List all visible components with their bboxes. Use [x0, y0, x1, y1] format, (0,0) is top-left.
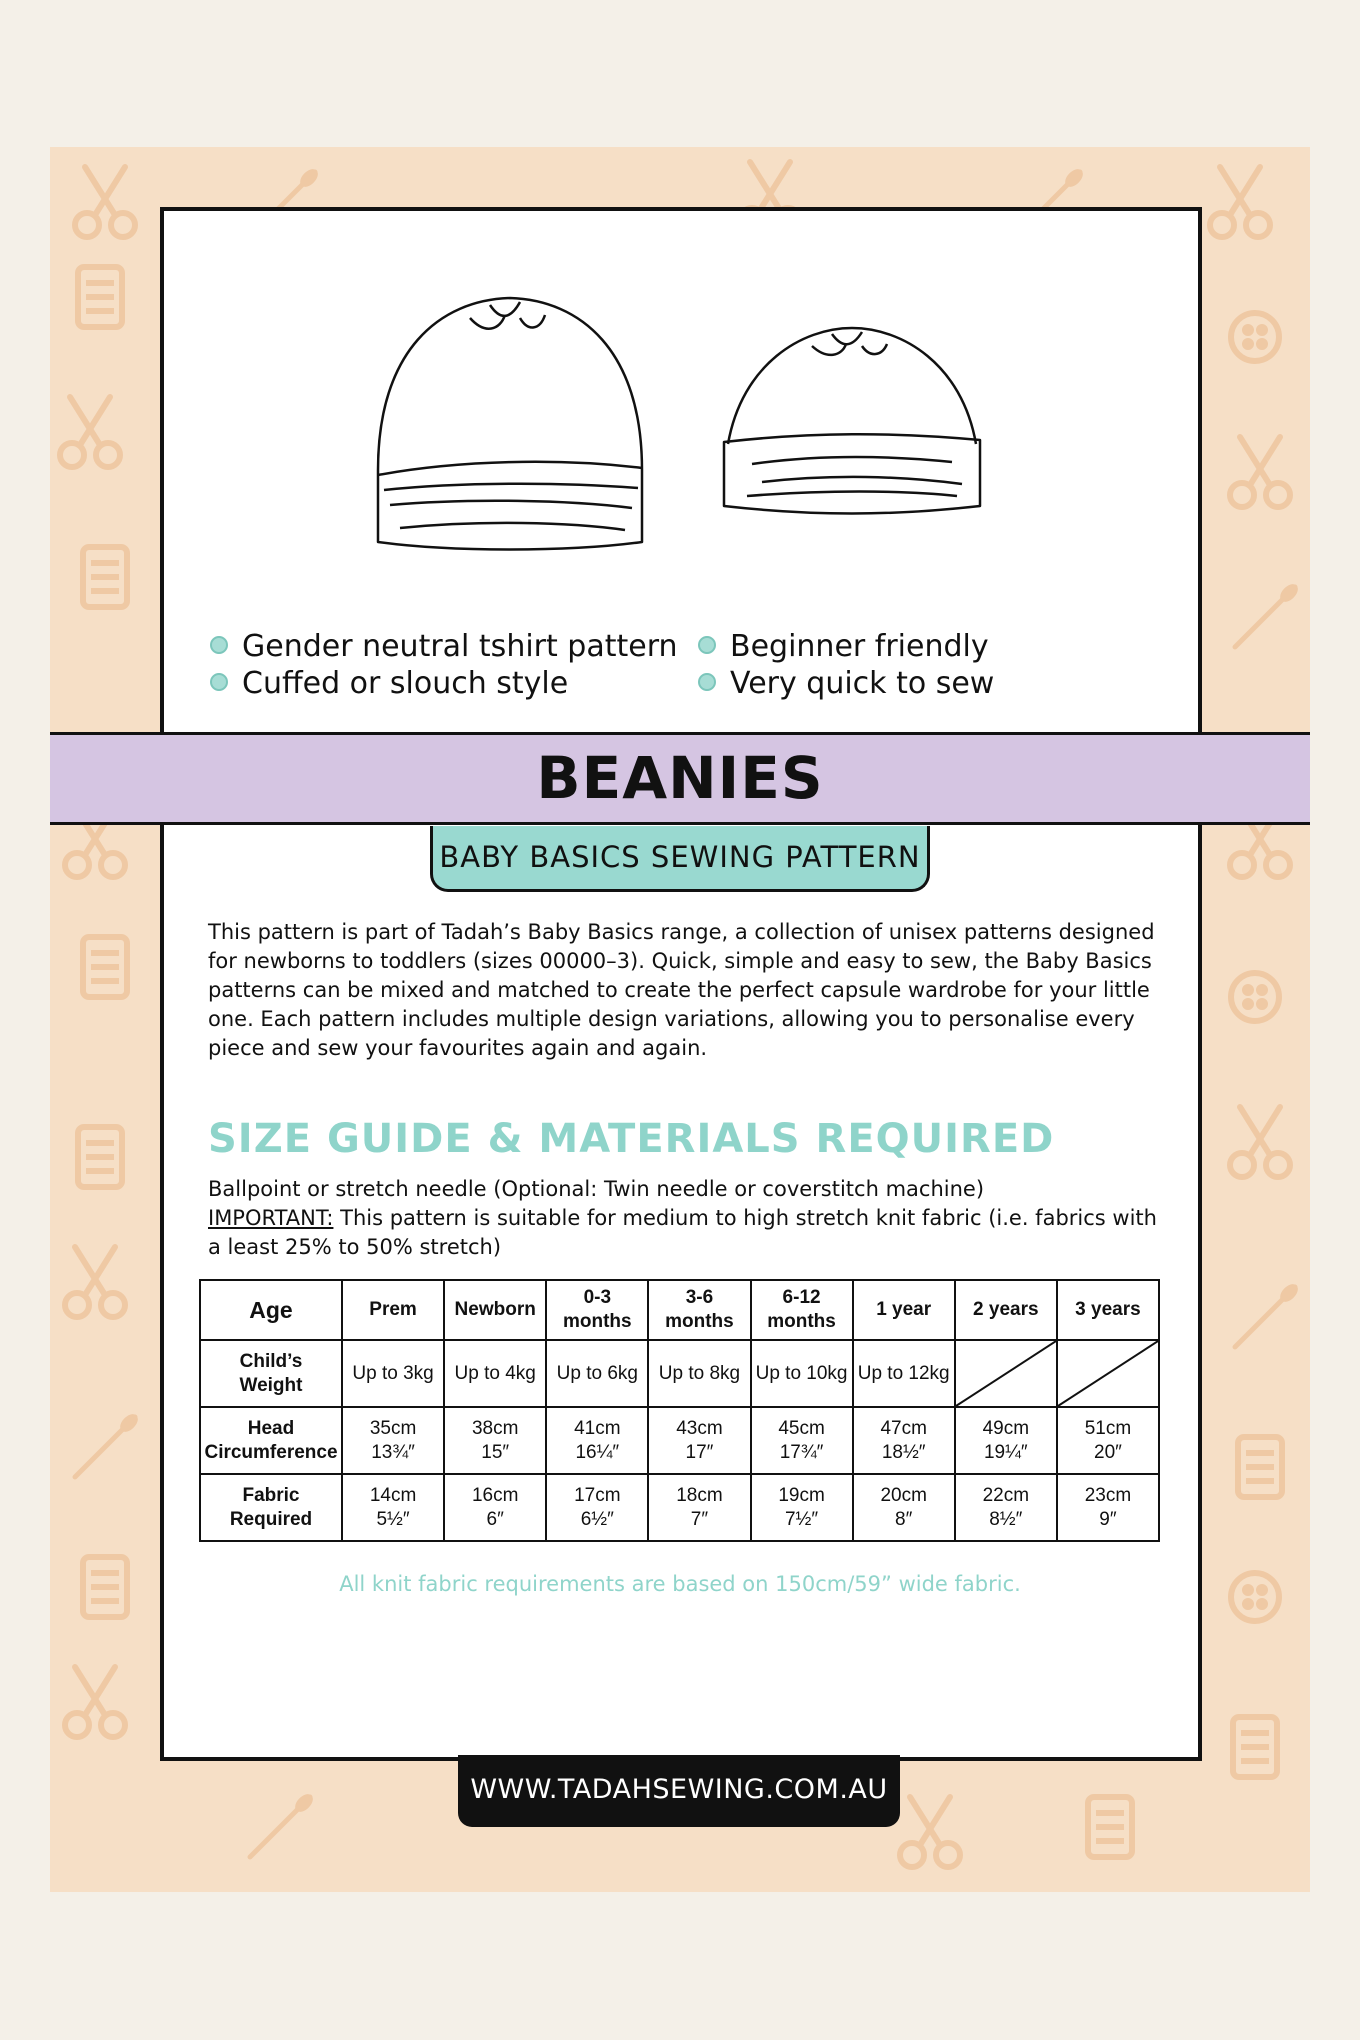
title-band [50, 732, 1310, 825]
size-header [444, 1280, 546, 1340]
needle-icon [1235, 1285, 1297, 1347]
feature-text: Cuffed or slouch style [242, 666, 569, 701]
table-cell: 16cm 6″ [444, 1474, 546, 1541]
scissors-icon [65, 1247, 125, 1317]
size-header [546, 1280, 648, 1340]
scissors-icon [60, 397, 120, 467]
button-icon [1231, 973, 1279, 1021]
size-header-line: 1 year [876, 1299, 932, 1320]
intro-paragraph: This pattern is part of Tadah’s Baby Basics range, a collection of unisex patterns designed for newborns to toddlers (sizes 00000–3). Quick, simple and easy to sew, the Baby Basics patterns can be mixed and matched to create the perfect capsule wardrobe for your little one. Each pattern includes multiple design variations, allowing you to personalise every piece and sew your favourites again and again. [208, 920, 1155, 1060]
table-row [200, 1340, 1159, 1407]
feature-list-right [698, 628, 994, 702]
feature-item [698, 628, 994, 665]
table-cell: 41cm 16¼″ [546, 1407, 648, 1474]
size-header-line: months [665, 1311, 734, 1332]
size-header [751, 1280, 853, 1340]
needle-line: Ballpoint or stretch needle (Optional: Twin needle or coverstitch machine) [208, 1177, 985, 1201]
size-header-line: 6-12 [782, 1287, 821, 1308]
size-header-line: months [767, 1311, 836, 1332]
important-label: IMPORTANT: [208, 1206, 334, 1230]
bullet-dot-icon [210, 673, 228, 691]
thread-spool-icon [83, 547, 127, 607]
table-cell: 23cm 9″ [1057, 1474, 1159, 1541]
bullet-dot-icon [210, 636, 228, 654]
size-header-line: 2 years [973, 1299, 1039, 1320]
size-header-line: months [563, 1311, 632, 1332]
scissors-icon [900, 1797, 960, 1867]
table-cell: Up to 6kg [546, 1340, 648, 1407]
diagonal-slash [1058, 1341, 1158, 1406]
table-row [200, 1407, 1159, 1474]
button-icon [1231, 1573, 1279, 1621]
table-cell: 14cm 5½″ [342, 1474, 444, 1541]
diagonal-slash [956, 1341, 1056, 1406]
age-header: Age [200, 1280, 342, 1340]
subtitle: BABY BASICS SEWING PATTERN [439, 840, 921, 874]
row-header [200, 1407, 342, 1474]
beanie-illustrations [370, 290, 1000, 570]
website-tab[interactable] [458, 1755, 900, 1827]
size-header [648, 1280, 750, 1340]
table-cell: 38cm 15″ [444, 1407, 546, 1474]
page-title: BEANIES [536, 744, 824, 812]
table-cell: 20cm 8″ [853, 1474, 955, 1541]
row-header-line: Head [247, 1417, 295, 1439]
scissors-icon [1230, 1107, 1290, 1177]
size-header-line: Prem [369, 1299, 417, 1320]
cuffed-beanie-drawing [724, 328, 980, 514]
table-cell: 47cm 18½″ [853, 1407, 955, 1474]
table-cell: 17cm 6½″ [546, 1474, 648, 1541]
row-header-line: Circumference [204, 1441, 338, 1463]
thread-spool-icon [1088, 1797, 1132, 1857]
feature-item [210, 628, 678, 665]
table-cell: 22cm 8½″ [955, 1474, 1057, 1541]
thread-spool-icon [83, 937, 127, 997]
needle-icon [1235, 585, 1297, 647]
table-row [200, 1280, 1159, 1340]
thread-spool-icon [78, 1127, 122, 1187]
size-header-line: 3 years [1075, 1299, 1141, 1320]
table-row [200, 1474, 1159, 1541]
slouch-beanie-drawing [378, 298, 642, 550]
row-header-line: Weight [239, 1374, 303, 1396]
scissors-icon [75, 167, 135, 237]
scissors-icon [1230, 437, 1290, 507]
materials-text [208, 1175, 1168, 1262]
table-cell: Up to 10kg [751, 1340, 853, 1407]
size-header [1057, 1280, 1159, 1340]
row-header [200, 1340, 342, 1407]
table-cell: 49cm 19¼″ [955, 1407, 1057, 1474]
scissors-icon [65, 1667, 125, 1737]
table-cell: 45cm 17¾″ [751, 1407, 853, 1474]
table-cell: Up to 4kg [444, 1340, 546, 1407]
size-header [955, 1280, 1057, 1340]
feature-text: Gender neutral tshirt pattern [242, 629, 678, 664]
subtitle-tab [430, 826, 930, 892]
size-header-line: 0-3 [583, 1287, 612, 1308]
feature-item [210, 665, 678, 702]
size-header [853, 1280, 955, 1340]
table-cell: 51cm 20″ [1057, 1407, 1159, 1474]
website-link[interactable]: WWW.TADAHSEWING.COM.AU [470, 1774, 888, 1805]
feature-text: Very quick to sew [730, 666, 995, 701]
table-cell: Up to 12kg [853, 1340, 955, 1407]
size-header [342, 1280, 444, 1340]
table-cell: Up to 8kg [648, 1340, 750, 1407]
thread-spool-icon [1233, 1717, 1277, 1777]
size-header-line: Newborn [454, 1299, 536, 1320]
row-header-line: Child’s [239, 1350, 303, 1372]
size-table [199, 1279, 1160, 1542]
thread-spool-icon [83, 1557, 127, 1617]
needle-icon [250, 1795, 312, 1857]
bullet-dot-icon [698, 673, 716, 691]
section-heading: SIZE GUIDE & MATERIALS REQUIRED [208, 1116, 1055, 1162]
table-cell: 43cm 17″ [648, 1407, 750, 1474]
empty-cell-slash [1057, 1340, 1159, 1407]
size-header-line: 3-6 [685, 1287, 714, 1308]
empty-cell-slash [955, 1340, 1057, 1407]
table-cell: 19cm 7½″ [751, 1474, 853, 1541]
bullet-dot-icon [698, 636, 716, 654]
table-cell: Up to 3kg [342, 1340, 444, 1407]
table-cell: 35cm 13¾″ [342, 1407, 444, 1474]
scissors-icon [1210, 167, 1270, 237]
row-header-line: Required [229, 1508, 313, 1530]
table-cell: 18cm 7″ [648, 1474, 750, 1541]
important-text: This pattern is suitable for medium to high stretch knit fabric (i.e. fabrics with a least 25% to 50% stretch) [208, 1206, 1157, 1259]
feature-list-left [210, 628, 678, 702]
feature-item [698, 665, 994, 702]
thread-spool-icon [1238, 1437, 1282, 1497]
row-header-line: Fabric [242, 1484, 300, 1506]
button-icon [1231, 313, 1279, 361]
needle-icon [75, 1415, 137, 1477]
row-header [200, 1474, 342, 1541]
fabric-note: All knit fabric requirements are based on 150cm/59” wide fabric. [339, 1572, 1021, 1596]
feature-text: Beginner friendly [730, 629, 989, 664]
thread-spool-icon [78, 267, 122, 327]
